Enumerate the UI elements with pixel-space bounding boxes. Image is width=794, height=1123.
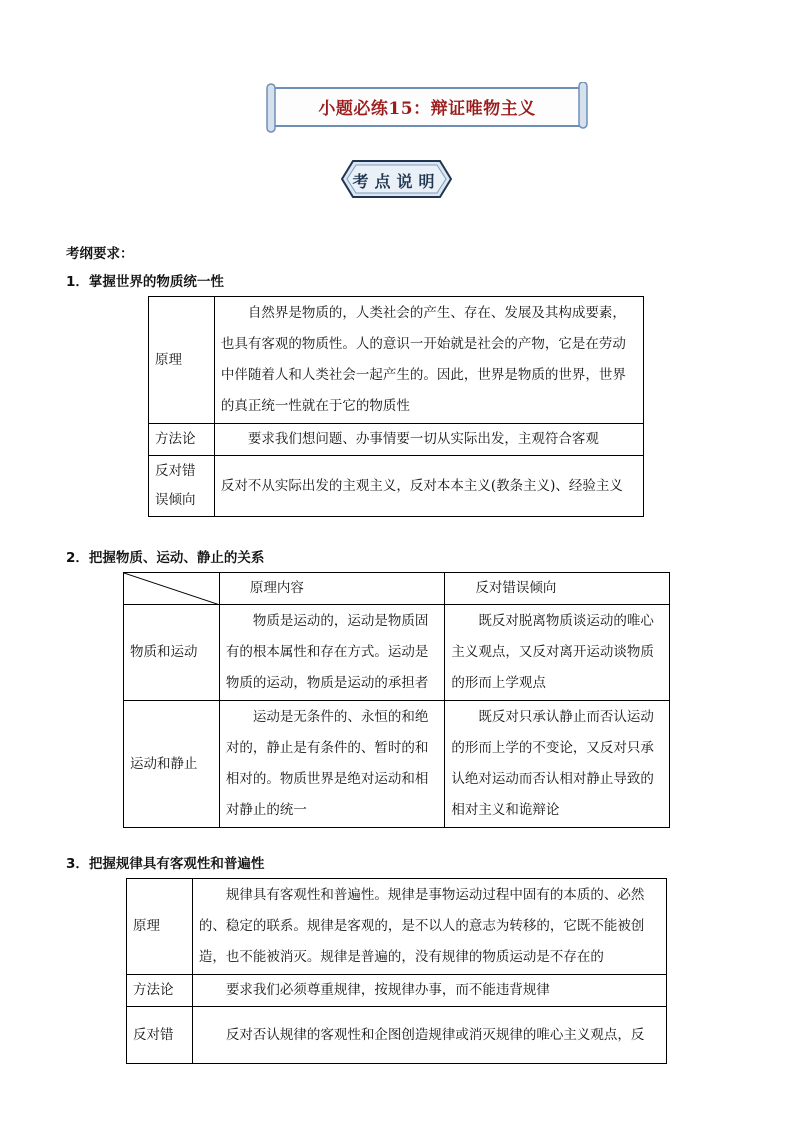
table-row	[127, 975, 667, 1007]
row-label: 方法论	[149, 424, 215, 456]
table-row	[149, 456, 644, 517]
diagonal-line-icon	[124, 573, 220, 605]
title-banner	[266, 82, 588, 134]
page-title: 小题必练15：辩证唯物主义	[318, 99, 536, 119]
table-row	[149, 297, 644, 424]
table-matter-motion	[123, 572, 670, 828]
section1-heading: 1．掌握世界的物质统一性	[66, 274, 224, 290]
table-row	[127, 879, 667, 975]
badge-label: 考点说明	[352, 172, 441, 191]
row-label: 方法论	[127, 975, 193, 1007]
section2-heading: 2．把握物质、运动、静止的关系	[66, 550, 265, 566]
oppose-cell: 既反对脱离物质谈运动的唯心主义观点，又反对离开运动谈物质的形而上学观点	[445, 605, 670, 701]
row-label: 原理	[149, 297, 215, 424]
row-content: 要求我们想问题、办事情要一切从实际出发，主观符合客观	[214, 424, 643, 456]
column-header: 反对错误倾向	[445, 573, 670, 605]
row-label: 原理	[127, 879, 193, 975]
row-content: 自然界是物质的，人类社会的产生、存在、发展及其构成要素，也具有客观的物质性。人的意识一开始就是社会的产物，它是在劳动中伴随着人和人类社会一起产生的。因此，世界是物质的世界，世界的真正统一性就在于它的物质性	[214, 297, 643, 424]
row-label: 反对错误倾向	[149, 456, 215, 517]
table-row	[149, 424, 644, 456]
table-header-row	[124, 573, 670, 605]
row-label: 物质和运动	[124, 605, 220, 701]
principle-cell: 运动是无条件的、永恒的和绝对的，静止是有条件的、暂时的和相对的。物质世界是绝对运动和相对静止的统一	[219, 701, 445, 828]
table-row	[127, 1007, 667, 1064]
principle-cell: 物质是运动的，运动是物质固有的根本属性和存在方式。运动是物质的运动，物质是运动的承担者	[219, 605, 445, 701]
table-law-objectivity	[126, 878, 667, 1064]
column-header: 原理内容	[219, 573, 445, 605]
requirements-label: 考纲要求：	[66, 246, 134, 262]
section-badge	[341, 160, 452, 198]
table-row	[124, 701, 670, 828]
table-material-unity	[148, 296, 644, 517]
row-label: 反对错	[127, 1007, 193, 1064]
diagonal-header-cell	[124, 573, 220, 605]
row-content: 要求我们必须尊重规律，按规律办事，而不能违背规律	[192, 975, 666, 1007]
section3-heading: 3．把握规律具有客观性和普遍性	[66, 856, 265, 872]
oppose-cell: 既反对只承认静止而否认运动的形而上学的不变论，又反对只承认绝对运动而否认相对静止导致的相对主义和诡辩论	[445, 701, 670, 828]
row-content: 规律具有客观性和普遍性。规律是事物运动过程中固有的本质的、必然的、稳定的联系。规律是客观的，是不以人的意志为转移的，它既不能被创造，也不能被消灭。规律是普遍的，没有规律的物质运动是不存在的	[192, 879, 666, 975]
row-content: 反对不从实际出发的主观主义，反对本本主义(教条主义)、经验主义	[214, 456, 643, 517]
table-row	[124, 605, 670, 701]
row-content: 反对否认规律的客观性和企图创造规律或消灭规律的唯心主义观点，反	[192, 1007, 666, 1064]
row-label: 运动和静止	[124, 701, 220, 828]
